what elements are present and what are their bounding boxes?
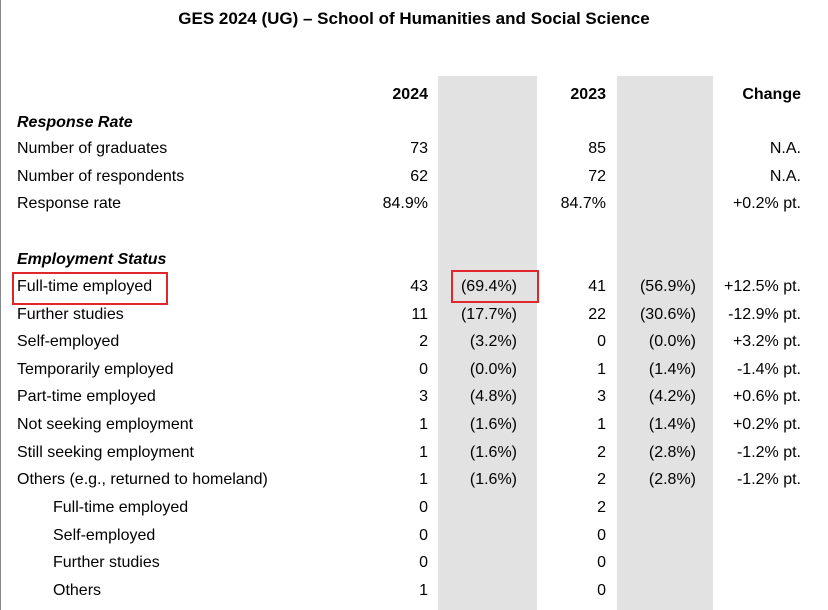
row-label: Still seeking employment	[17, 444, 194, 461]
count-2023: 0	[597, 582, 606, 599]
row-label: Further studies	[17, 306, 124, 323]
percent-2023: (2.8%)	[648, 444, 696, 461]
value-change: -1.2% pt.	[736, 444, 801, 461]
count-2024: 1	[419, 444, 428, 461]
value-2023: 72	[588, 168, 606, 185]
percent-2023: (1.4%)	[648, 361, 696, 378]
row-label: Response rate	[17, 195, 122, 212]
section-response-rate: Response Rate	[17, 114, 133, 131]
row-label: Others	[53, 582, 102, 599]
count-2024: 2	[419, 333, 428, 350]
value-change: -1.4% pt.	[736, 361, 801, 378]
row-label: Others (e.g., returned to homeland)	[17, 471, 268, 488]
percent-2023: (2.8%)	[648, 471, 696, 488]
value-2024: 84.9%	[382, 195, 428, 212]
count-2023: 0	[597, 527, 606, 544]
value-change: N.A.	[769, 168, 801, 185]
count-2023: 0	[597, 333, 606, 350]
row-label: Part-time employed	[17, 388, 156, 405]
percent-2023: (4.2%)	[648, 388, 696, 405]
row-label: Self-employed	[53, 527, 156, 544]
percent-2024: (1.6%)	[469, 416, 517, 433]
header-change: Change	[742, 86, 801, 103]
percent-2024: (4.8%)	[469, 388, 517, 405]
percent-2023: (0.0%)	[648, 333, 696, 350]
value-change: +0.6% pt.	[732, 388, 801, 405]
percent-2024: (0.0%)	[469, 361, 517, 378]
row-label: Temporarily employed	[17, 361, 174, 378]
count-2024: 0	[419, 527, 428, 544]
count-2023: 2	[597, 499, 606, 516]
row-label: Not seeking employment	[17, 416, 194, 433]
count-2024: 0	[419, 499, 428, 516]
value-change: -1.2% pt.	[736, 471, 801, 488]
left-border	[0, 0, 1, 610]
highlight-box-value	[451, 270, 539, 303]
percent-2024: (1.6%)	[469, 471, 517, 488]
count-2024: 0	[419, 554, 428, 571]
count-2023: 0	[597, 554, 606, 571]
row-label: Number of respondents	[17, 168, 185, 185]
row-label: Self-employed	[17, 333, 120, 350]
value-2023: 85	[588, 140, 606, 157]
percent-2023: (30.6%)	[639, 306, 696, 323]
percent-2024: (17.7%)	[460, 306, 517, 323]
row-label: Further studies	[53, 554, 160, 571]
percent-2024: (1.6%)	[469, 444, 517, 461]
value-change: -12.9% pt.	[728, 306, 801, 323]
count-2024: 11	[411, 306, 428, 323]
count-2024: 0	[419, 361, 428, 378]
value-2023: 84.7%	[560, 195, 606, 212]
highlight-box-label	[12, 272, 168, 305]
value-2024: 62	[410, 168, 428, 185]
percent-2023: (1.4%)	[648, 416, 696, 433]
header-2023: 2023	[570, 86, 606, 103]
page-title: GES 2024 (UG) – School of Humanities and Social Science	[178, 9, 650, 28]
value-change: +12.5% pt.	[724, 278, 801, 295]
count-2023: 1	[597, 361, 606, 378]
count-2023: 3	[597, 388, 606, 405]
count-2023: 2	[597, 444, 606, 461]
percent-2024: (3.2%)	[469, 333, 517, 350]
value-2024: 73	[410, 140, 428, 157]
section-employment-status: Employment Status	[17, 251, 167, 268]
value-change: +0.2% pt.	[732, 416, 801, 433]
count-2024: 3	[419, 388, 428, 405]
count-2024: 1	[419, 582, 428, 599]
count-2023: 1	[597, 416, 606, 433]
percent-2023: (56.9%)	[639, 278, 696, 295]
count-2024: 1	[419, 471, 428, 488]
count-2023: 2	[597, 471, 606, 488]
value-change: +3.2% pt.	[732, 333, 801, 350]
value-change: N.A.	[769, 140, 801, 157]
header-2024: 2024	[392, 86, 428, 103]
percent-2024: (69.4%)	[460, 278, 517, 295]
row-label: Number of graduates	[17, 140, 168, 157]
count-2024: 43	[410, 278, 428, 295]
count-2023: 41	[588, 278, 606, 295]
row-label: Full-time employed	[17, 278, 153, 295]
count-2023: 22	[588, 306, 606, 323]
count-2024: 1	[419, 416, 428, 433]
row-label: Full-time employed	[53, 499, 189, 516]
value-change: +0.2% pt.	[732, 195, 801, 212]
